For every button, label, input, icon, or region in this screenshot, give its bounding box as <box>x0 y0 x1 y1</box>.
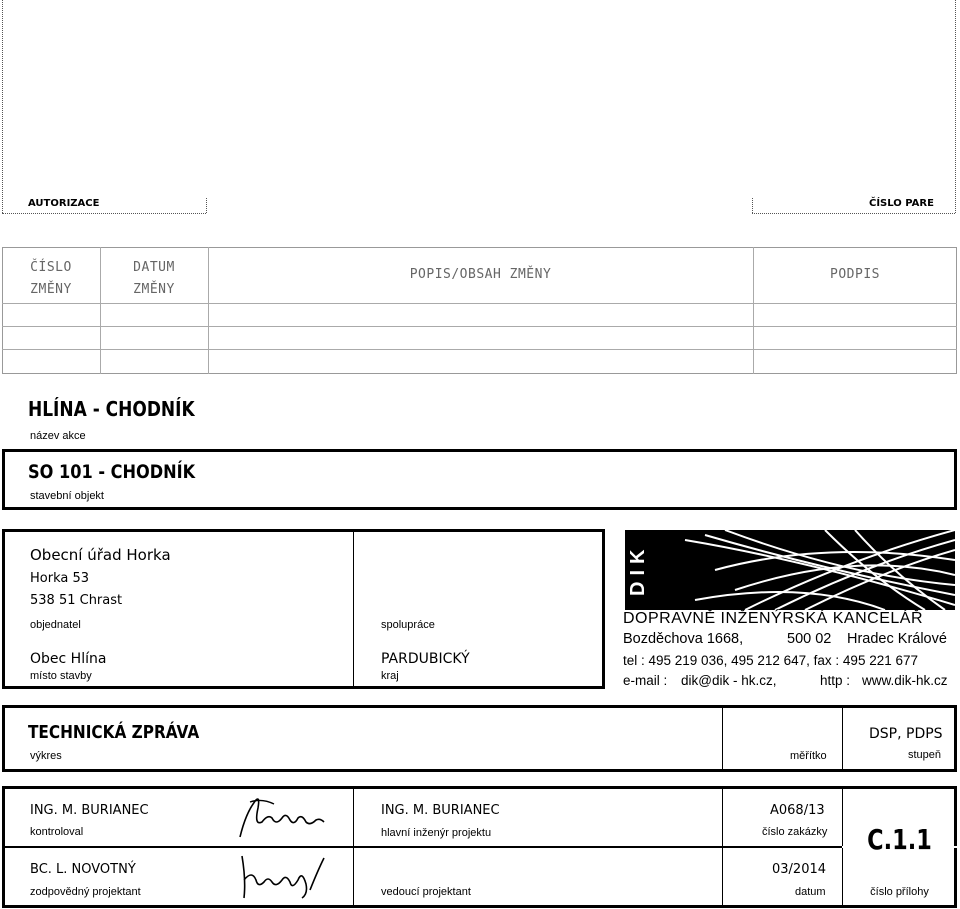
changes-number-header-line1: ČÍSLO <box>30 260 72 275</box>
date-value: 03/2014 <box>772 862 827 877</box>
changes-row-divider-2 <box>2 326 957 327</box>
stage-value: DSP, PDPS <box>869 726 943 742</box>
object-name: SO 101 - CHODNÍK <box>28 461 196 483</box>
changes-date-header-line1: DATUM <box>133 260 175 275</box>
order-number-label: číslo zakázky <box>762 826 828 838</box>
logo-lines-graphic <box>625 530 955 610</box>
chief-engineer-label: hlavní inženýr projektu <box>381 827 492 839</box>
changes-date-header-line2: ZMĚNY <box>133 282 175 297</box>
place-label: místo stavby <box>30 670 92 682</box>
drawing-title: TECHNICKÁ ZPRÁVA <box>28 722 200 743</box>
checked-by-label: kontroloval <box>30 826 84 838</box>
authorization-border-left <box>2 0 3 213</box>
company-web[interactable]: www.dik-hk.cz <box>862 673 948 688</box>
copy-number-label: ČÍSLO PARE <box>869 198 934 209</box>
responsible-signature <box>236 850 328 905</box>
company-phone: tel : 495 219 036, 495 212 647, fax : 495 221 677 <box>623 653 918 668</box>
checked-by-name: ING. M. BURIANEC <box>30 803 149 818</box>
checked-signature <box>232 792 327 844</box>
project-name-label: název akce <box>30 430 86 442</box>
drawing-title-label: výkres <box>30 750 62 762</box>
region-value: PARDUBICKÝ <box>381 651 470 667</box>
changes-number-header-line2: ZMĚNY <box>30 282 72 297</box>
company-logo <box>625 530 955 610</box>
object-label: stavební objekt <box>30 490 104 502</box>
changes-row-divider-1 <box>2 303 957 304</box>
region-label: kraj <box>381 670 399 682</box>
authorization-border-bottom <box>2 213 206 214</box>
project-name: HLÍNA - CHODNÍK <box>28 397 195 421</box>
scale-label: měřítko <box>790 750 827 762</box>
copy-border-left <box>752 198 753 213</box>
lead-designer-label: vedoucí projektant <box>381 886 471 898</box>
copy-border-bottom <box>752 213 955 214</box>
changes-number-header <box>2 257 100 301</box>
attachment-number: C.1.1 <box>867 823 932 856</box>
signatures-divider-2 <box>722 789 723 905</box>
company-web-label: http : <box>820 673 851 688</box>
place-value: Obec Hlína <box>30 651 107 667</box>
responsible-designer-name: BC. L. NOVOTNÝ <box>30 862 136 877</box>
copy-border-right <box>955 0 956 213</box>
changes-description-header: POPIS/OBSAH ZMĚNY <box>409 267 552 282</box>
changes-signature-header: PODPIS <box>830 267 880 282</box>
company-email-label: e-mail : <box>623 673 668 688</box>
company-name: DOPRAVNĚ INŽENÝRSKÁ KANCELÁŘ <box>623 610 923 627</box>
attachment-label: číslo přílohy <box>870 886 929 898</box>
drawing-divider-2 <box>842 708 843 769</box>
changes-row-divider-3 <box>2 349 957 350</box>
signatures-row-divider <box>2 846 957 848</box>
signatures-divider-1 <box>353 789 354 905</box>
authorization-border-right <box>206 198 207 213</box>
client-label: objednatel <box>30 619 81 631</box>
changes-date-header <box>100 257 208 301</box>
client-box-divider <box>353 532 354 686</box>
responsible-designer-label: zodpovědný projektant <box>30 886 141 898</box>
company-city: Hradec Králové <box>847 631 947 647</box>
date-label: datum <box>795 886 826 898</box>
company-zip: 500 02 <box>787 631 832 647</box>
stage-label: stupeň <box>908 749 942 761</box>
company-street: Bozděchova 1668, <box>623 631 744 647</box>
authorization-label: AUTORIZACE <box>28 198 100 209</box>
client-line-2: Horka 53 <box>30 571 90 586</box>
company-email[interactable]: dik@dik - hk.cz, <box>681 673 777 688</box>
logo-text: DIK <box>627 543 649 597</box>
cooperation-label: spolupráce <box>381 619 435 631</box>
client-line-1: Obecní úřad Horka <box>30 546 171 564</box>
drawing-divider-1 <box>722 708 723 769</box>
order-number: A068/13 <box>770 803 825 818</box>
client-line-3: 538 51 Chrast <box>30 593 123 608</box>
chief-engineer-name: ING. M. BURIANEC <box>381 803 500 818</box>
